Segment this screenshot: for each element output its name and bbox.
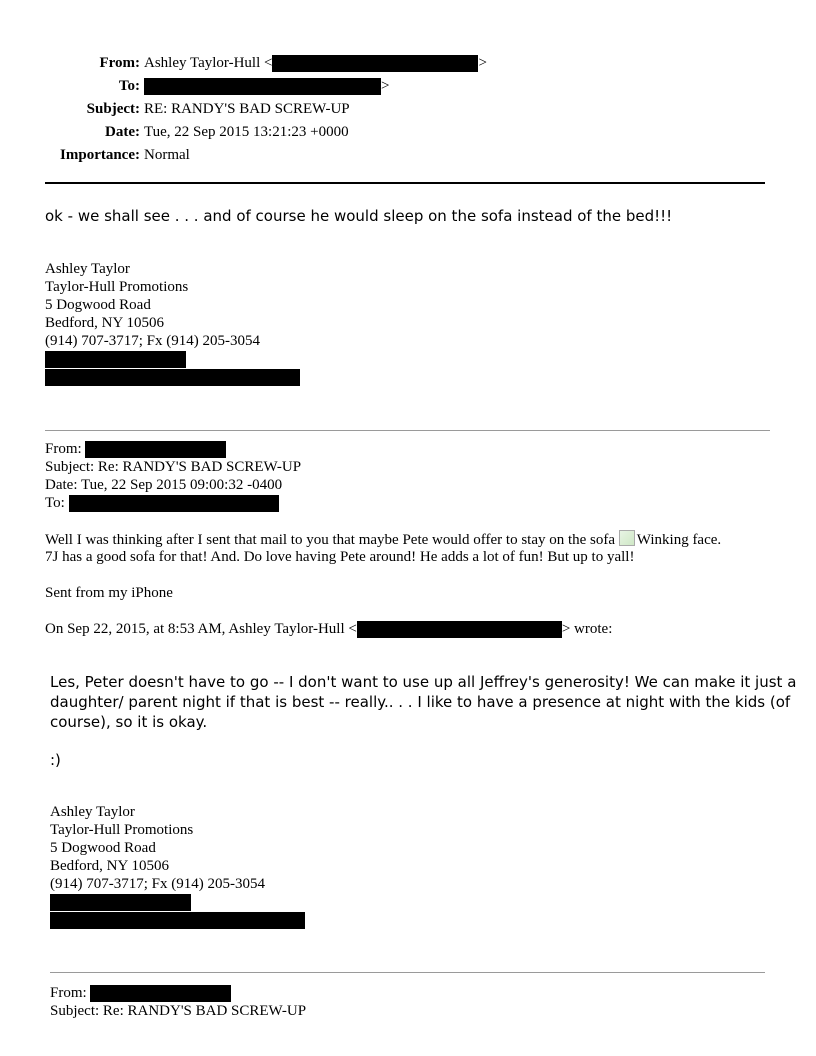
nested-quote-line-3: course), so it is okay. bbox=[50, 713, 208, 731]
nested-quote-line: Les, Peter doesn't have to go -- I don't want to use up all Jeffrey's generosity! We can make it just a bbox=[50, 673, 797, 691]
to-value bbox=[144, 75, 389, 98]
sent-from-signature: Sent from my iPhone bbox=[45, 585, 173, 601]
broken-image-icon bbox=[619, 530, 635, 546]
nested-quoted-divider bbox=[50, 972, 765, 973]
signature-redacted-1 bbox=[50, 893, 305, 911]
quote-attribution bbox=[45, 620, 612, 638]
signature-redacted-1 bbox=[45, 350, 300, 368]
signature-city: Bedford, NY 10506 bbox=[50, 858, 170, 874]
from-close: > bbox=[478, 55, 487, 71]
signature-company: Taylor-Hull Promotions bbox=[50, 822, 194, 838]
smiley-text: :) bbox=[50, 751, 61, 769]
attribution-prefix: On Sep 22, 2015, at 8:53 AM, Ashley Taylor-Hull < bbox=[45, 621, 357, 637]
quoted-from-label: From: bbox=[45, 441, 82, 457]
from-label: From: bbox=[99, 55, 140, 71]
subject-value: RE: RANDY'S BAD SCREW-UP bbox=[144, 101, 350, 117]
importance-value: Normal bbox=[144, 147, 190, 163]
quoted-from-row bbox=[45, 440, 301, 458]
email-header bbox=[0, 52, 600, 167]
quoted-body-line bbox=[45, 530, 721, 548]
signature-company: Taylor-Hull Promotions bbox=[45, 279, 189, 295]
signature-street: 5 Dogwood Road bbox=[50, 840, 156, 856]
nested-quote-body bbox=[50, 672, 796, 732]
signature-redacted-2 bbox=[50, 911, 305, 929]
quoted-to-label: To: bbox=[45, 495, 65, 511]
signature-phone: (914) 707-3717; Fx (914) 205-3054 bbox=[50, 876, 265, 892]
header-importance-row bbox=[0, 144, 600, 167]
redacted-recipient bbox=[69, 495, 279, 512]
attribution-suffix: > wrote: bbox=[561, 621, 613, 637]
emoji-alt-text: Winking face. bbox=[636, 532, 722, 548]
date-value: Tue, 22 Sep 2015 13:21:23 +0000 bbox=[144, 124, 349, 140]
nested-subject: Subject: Re: RANDY'S BAD SCREW-UP bbox=[50, 1003, 307, 1019]
signature-block bbox=[45, 260, 300, 386]
subject-label: Subject: bbox=[86, 101, 140, 117]
quoted-subject: Subject: Re: RANDY'S BAD SCREW-UP bbox=[45, 459, 302, 475]
redacted-email bbox=[357, 621, 562, 638]
quoted-body-text: Well I was thinking after I sent that mail to you that maybe Pete would offer to stay on the sofa bbox=[45, 532, 616, 548]
header-subject-row bbox=[0, 98, 600, 121]
quoted-date: Date: Tue, 22 Sep 2015 09:00:32 -0400 bbox=[45, 477, 283, 493]
header-divider bbox=[45, 182, 765, 184]
nested-signature-block bbox=[50, 803, 305, 929]
date-label: Date: bbox=[105, 124, 140, 140]
nested-quote-line-2: daughter/ parent night if that is best -- really.. . . I like to have a presence at night with the kids (of bbox=[50, 693, 791, 711]
quoted-to-row bbox=[45, 494, 301, 512]
redacted-sender bbox=[85, 441, 226, 458]
reply-body: ok - we shall see . . . and of course he would sleep on the sofa instead of the bed!!! bbox=[45, 207, 673, 225]
redacted-email bbox=[50, 894, 191, 911]
nested-from-label: From: bbox=[50, 985, 87, 1001]
to-label: To: bbox=[118, 78, 140, 94]
signature-redacted-2 bbox=[45, 368, 300, 386]
header-date-row bbox=[0, 121, 600, 144]
signature-name: Ashley Taylor bbox=[45, 261, 130, 277]
redacted-recipient bbox=[144, 78, 381, 95]
signature-name: Ashley Taylor bbox=[50, 804, 135, 820]
signature-city: Bedford, NY 10506 bbox=[45, 315, 165, 331]
signature-phone: (914) 707-3717; Fx (914) 205-3054 bbox=[45, 333, 260, 349]
redacted-website bbox=[45, 369, 300, 386]
nested-quoted-header bbox=[50, 984, 306, 1020]
quoted-body bbox=[45, 530, 721, 566]
redacted-website bbox=[50, 912, 305, 929]
redacted-email bbox=[45, 351, 186, 368]
quoted-body-line-2: 7J has a good sofa for that! And. Do love having Pete around! He adds a lot of fun! But up to yall! bbox=[45, 549, 635, 565]
redacted-email bbox=[272, 55, 478, 72]
header-to-row bbox=[0, 75, 600, 98]
nested-from-row bbox=[50, 984, 306, 1002]
from-name: Ashley Taylor-Hull < bbox=[144, 55, 273, 71]
from-value bbox=[144, 52, 487, 75]
to-close: > bbox=[381, 78, 390, 94]
redacted-sender bbox=[90, 985, 231, 1002]
header-from-row bbox=[0, 52, 600, 75]
signature-street: 5 Dogwood Road bbox=[45, 297, 151, 313]
quoted-divider bbox=[45, 430, 770, 431]
quoted-header bbox=[45, 440, 301, 512]
importance-label: Importance: bbox=[60, 147, 140, 163]
